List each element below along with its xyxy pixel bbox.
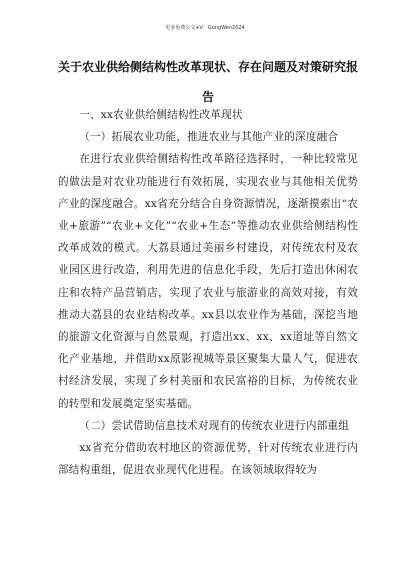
document-body [58, 104, 358, 481]
subsection-heading: （二）尝试借助信息技术对现有的传统农业进行内部重组 [79, 419, 350, 432]
subsection-heading: （一）拓展农业功能，推进农业与其他产业的深度融合 [79, 131, 339, 144]
top-note: 更多免费公文+V：GongWen2024 [165, 25, 245, 31]
body-paragraph: xx省充分借助农村地区的资源优势，针对传统农业进行内部结构重组，促进农业现代化进程。在该领域取得较为 [58, 442, 358, 477]
body-paragraph: 在进行农业供给侧结构性改革路径选择时，一种比较常见的做法是对农业功能进行有效拓展，实现农业与其他相关优势产业的深度融合。xx省充分结合自身资源情况，逐渐摸索出“农业+旅游”“农业+文化”“农业+生态”等推动农业供给侧结构性改革成效的模式。大荔县通过美丽乡村建设，对传统农村及农业园区进行改造，利用先进的信息化手段，先后打造出休闲农庄和农特产品营销店，实现了农业与旅游业的高效对接，有效推动大荔县的农业结构改革。xx县以农业作为基础，深挖当地的旅游文化资源与自然景观，打造出xx、xx、xx道址等自然文化产业基地，并借助xx原影视城等景区聚集大量人气，促进农村经济发展，实现了乡村美丽和农民富裕的目标，为传统农业的转型和发展奠定坚实基础。 [58, 153, 358, 410]
section-heading: 一、xx农业供给侧结构性改革现状 [79, 109, 243, 121]
document-title: 关于农业供给侧结构性改革现状、存在问题及对策研究报告 [58, 60, 359, 104]
